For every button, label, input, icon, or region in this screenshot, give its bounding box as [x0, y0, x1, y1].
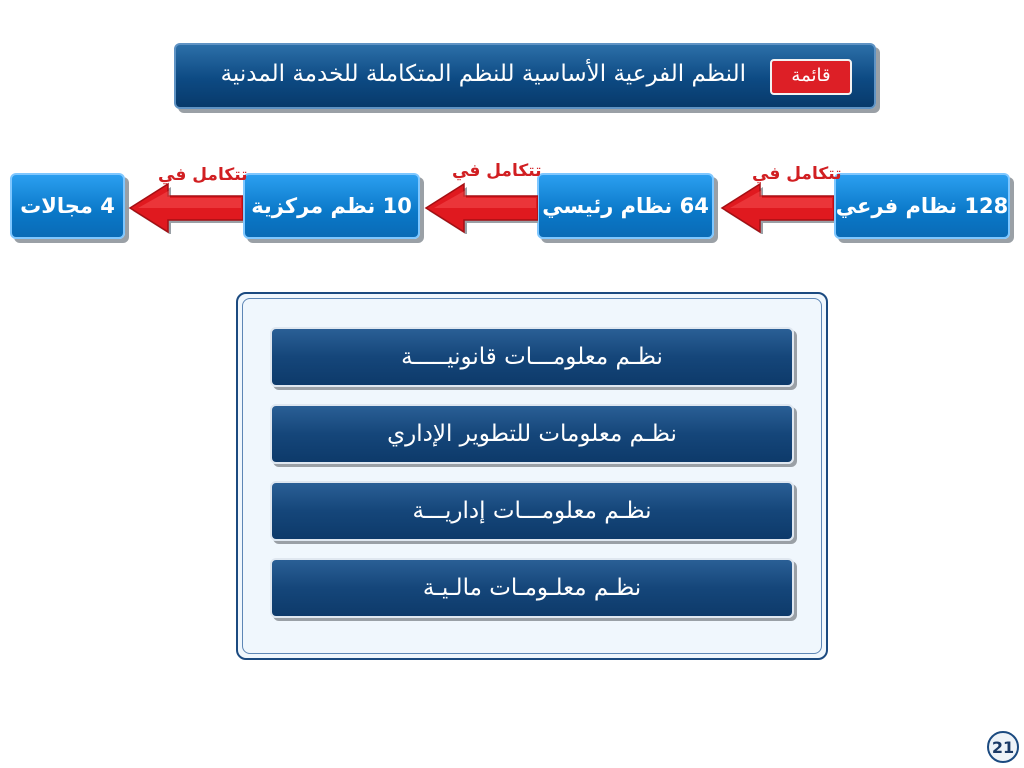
left-arrow-icon: [422, 182, 538, 234]
list-item-administrative-info[interactable]: نظـم معلومـــات إداريـــة: [270, 481, 794, 541]
node-subsystems: 128 نظام فرعي: [834, 173, 1010, 239]
left-arrow-icon: [718, 182, 834, 234]
connector-label: تتكامل في: [158, 165, 248, 185]
page-title: النظم الفرعية الأساسية للنظم المتكاملة للخدمة المدنية: [220, 61, 746, 87]
node-main-systems: 64 نظام رئيسي: [537, 173, 714, 239]
connector-label: تتكامل في: [752, 164, 842, 184]
page-number: 21: [987, 731, 1019, 763]
list-item-admin-development[interactable]: نظـم معلومات للتطوير الإداري: [270, 404, 794, 464]
menu-badge-button[interactable]: قائمة: [770, 59, 852, 95]
title-bar: [174, 43, 876, 109]
node-domains: 4 مجالات: [10, 173, 125, 239]
list-item-legal-info[interactable]: نظـم معلومـــات قانونيـــــة: [270, 327, 794, 387]
connector-label: تتكامل في: [452, 161, 542, 181]
left-arrow-icon: [126, 182, 243, 234]
list-item-financial-info[interactable]: نظـم معلـومـات مالـيـة: [270, 558, 794, 618]
node-central-systems: 10 نظم مركزية: [243, 173, 420, 239]
